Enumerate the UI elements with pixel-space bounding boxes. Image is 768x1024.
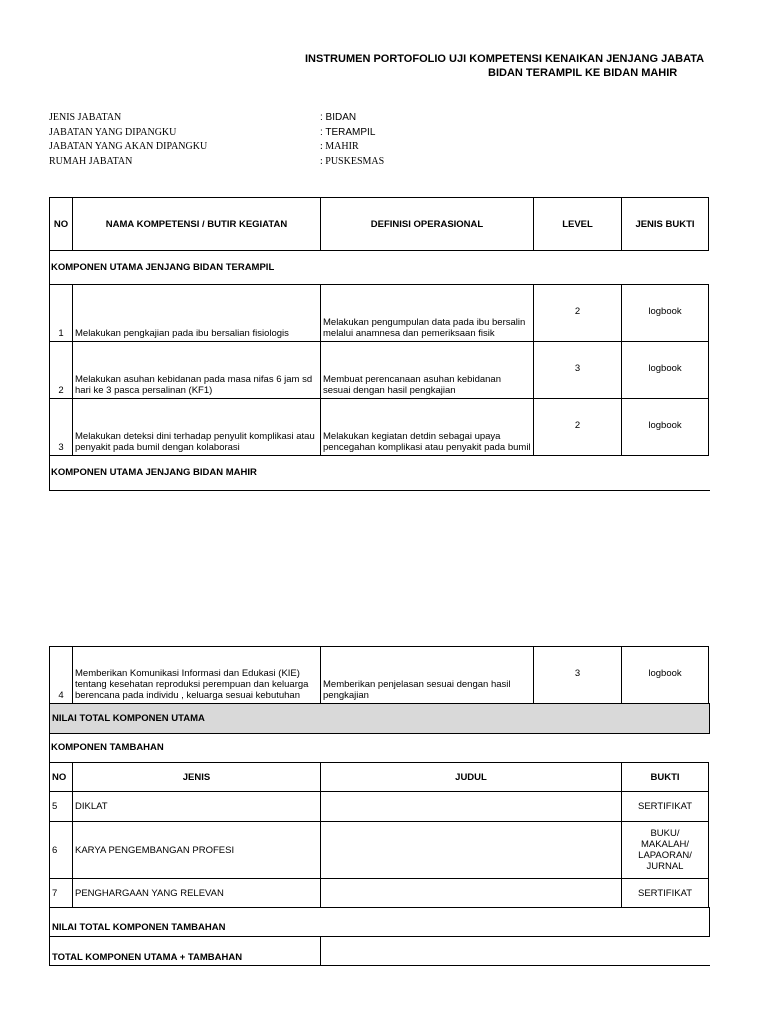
row3-level: 2 bbox=[533, 398, 622, 456]
header-level: LEVEL bbox=[533, 197, 622, 251]
row4-definisi: Memberikan penjelasan sesuai dengan hasil pengkajian bbox=[320, 646, 534, 704]
t2-row6-bukti: BUKU/ MAKALAH/ LAPAORAN/ JURNAL bbox=[621, 821, 709, 879]
row4-nama: Memberikan Komunikasi Informasi dan Edukasi (KIE) tentang kesehatan reproduksi perempuan dan keluarga berencana pada individu , keluarga sesuai kebutuhan bbox=[72, 646, 321, 704]
t2-header-no: NO bbox=[49, 762, 73, 792]
row2-level: 3 bbox=[533, 341, 622, 399]
t2-row7-judul bbox=[320, 878, 622, 908]
info-value-jenis-jabatan: : BIDAN bbox=[320, 112, 357, 123]
row3-bukti: logbook bbox=[621, 398, 709, 456]
info-label-jabatan-akan-dipangku: JABATAN YANG AKAN DIPANGKU bbox=[49, 141, 208, 152]
row4-bukti: logbook bbox=[621, 646, 709, 704]
t2-row5-jenis: DIKLAT bbox=[72, 791, 321, 822]
t2-header-bukti: BUKTI bbox=[621, 762, 709, 792]
t2-row7-bukti: SERTIFIKAT bbox=[621, 878, 709, 908]
document-title-line1: INSTRUMEN PORTOFOLIO UJI KOMPETENSI KENAIKAN JENJANG JABATA bbox=[305, 53, 705, 65]
info-label-jenis-jabatan: JENIS JABATAN bbox=[49, 112, 122, 123]
header-definisi: DEFINISI OPERASIONAL bbox=[320, 197, 534, 251]
row1-nama: Melakukan pengkajian pada ibu bersalian fisiologis bbox=[72, 284, 321, 342]
nilai-total-utama: NILAI TOTAL KOMPONEN UTAMA bbox=[49, 703, 710, 734]
t2-row5-judul bbox=[320, 791, 622, 822]
header-no: NO bbox=[49, 197, 73, 251]
total-utama-tambahan: TOTAL KOMPONEN UTAMA + TAMBAHAN bbox=[49, 937, 321, 966]
header-jenis-bukti: JENIS BUKTI bbox=[621, 197, 709, 251]
nilai-total-tambahan: NILAI TOTAL KOMPONEN TAMBAHAN bbox=[49, 907, 710, 937]
row1-bukti: logbook bbox=[621, 284, 709, 342]
info-value-jabatan-dipangku: : TERAMPIL bbox=[320, 126, 376, 138]
section-terampil: KOMPONEN UTAMA JENJANG BIDAN TERAMPIL bbox=[51, 261, 275, 273]
row3-definisi: Melakukan kegiatan detdin sebagai upaya pencegahan komplikasi atau penyakit pada bumil bbox=[320, 398, 534, 456]
section-tambahan: KOMPONEN TAMBAHAN bbox=[51, 741, 164, 753]
t2-row5-no: 5 bbox=[49, 791, 73, 822]
row2-bukti: logbook bbox=[621, 341, 709, 399]
row4-level: 3 bbox=[533, 646, 622, 704]
t2-row6-no: 6 bbox=[49, 821, 73, 879]
row4-no: 4 bbox=[49, 646, 73, 704]
row3-nama: Melakukan deteksi dini terhadap penyulit komplikasi atau penyakit pada bumil dengan kolaborasi bbox=[72, 398, 321, 456]
row2-nama: Melakukan asuhan kebidanan pada masa nifas 6 jam sd hari ke 3 pasca persalinan (KF1) bbox=[72, 341, 321, 399]
t2-header-judul: JUDUL bbox=[320, 762, 622, 792]
info-label-jabatan-dipangku: JABATAN YANG DIPANGKU bbox=[49, 126, 177, 138]
t2-header-jenis: JENIS bbox=[72, 762, 321, 792]
section-mahir: KOMPONEN UTAMA JENJANG BIDAN MAHIR bbox=[51, 466, 257, 478]
document-title-line2: BIDAN TERAMPIL KE BIDAN MAHIR bbox=[488, 67, 678, 79]
row1-definisi: Melakukan pengumpulan data pada ibu bersalin melalui anamnesa dan pemeriksaan fisik bbox=[320, 284, 534, 342]
row2-no: 2 bbox=[49, 341, 73, 399]
header-nama-kompetensi: NAMA KOMPETENSI / BUTIR KEGIATAN bbox=[72, 197, 321, 251]
info-value-jabatan-akan-dipangku: : MAHIR bbox=[320, 141, 359, 152]
info-value-rumah-jabatan: : PUSKESMAS bbox=[320, 155, 385, 167]
t2-row6-jenis: KARYA PENGEMBANGAN PROFESI bbox=[72, 821, 321, 879]
t2-row7-jenis: PENGHARGAAN YANG RELEVAN bbox=[72, 878, 321, 908]
t2-row5-bukti: SERTIFIKAT bbox=[621, 791, 709, 822]
row3-no: 3 bbox=[49, 398, 73, 456]
t2-row7-no: 7 bbox=[49, 878, 73, 908]
info-label-rumah-jabatan: RUMAH JABATAN bbox=[49, 155, 133, 167]
row2-definisi: Membuat perencanaan asuhan kebidanan sesuai dengan hasil pengkajian bbox=[320, 341, 534, 399]
row1-no: 1 bbox=[49, 284, 73, 342]
row1-level: 2 bbox=[533, 284, 622, 342]
t2-row6-judul bbox=[320, 821, 622, 879]
